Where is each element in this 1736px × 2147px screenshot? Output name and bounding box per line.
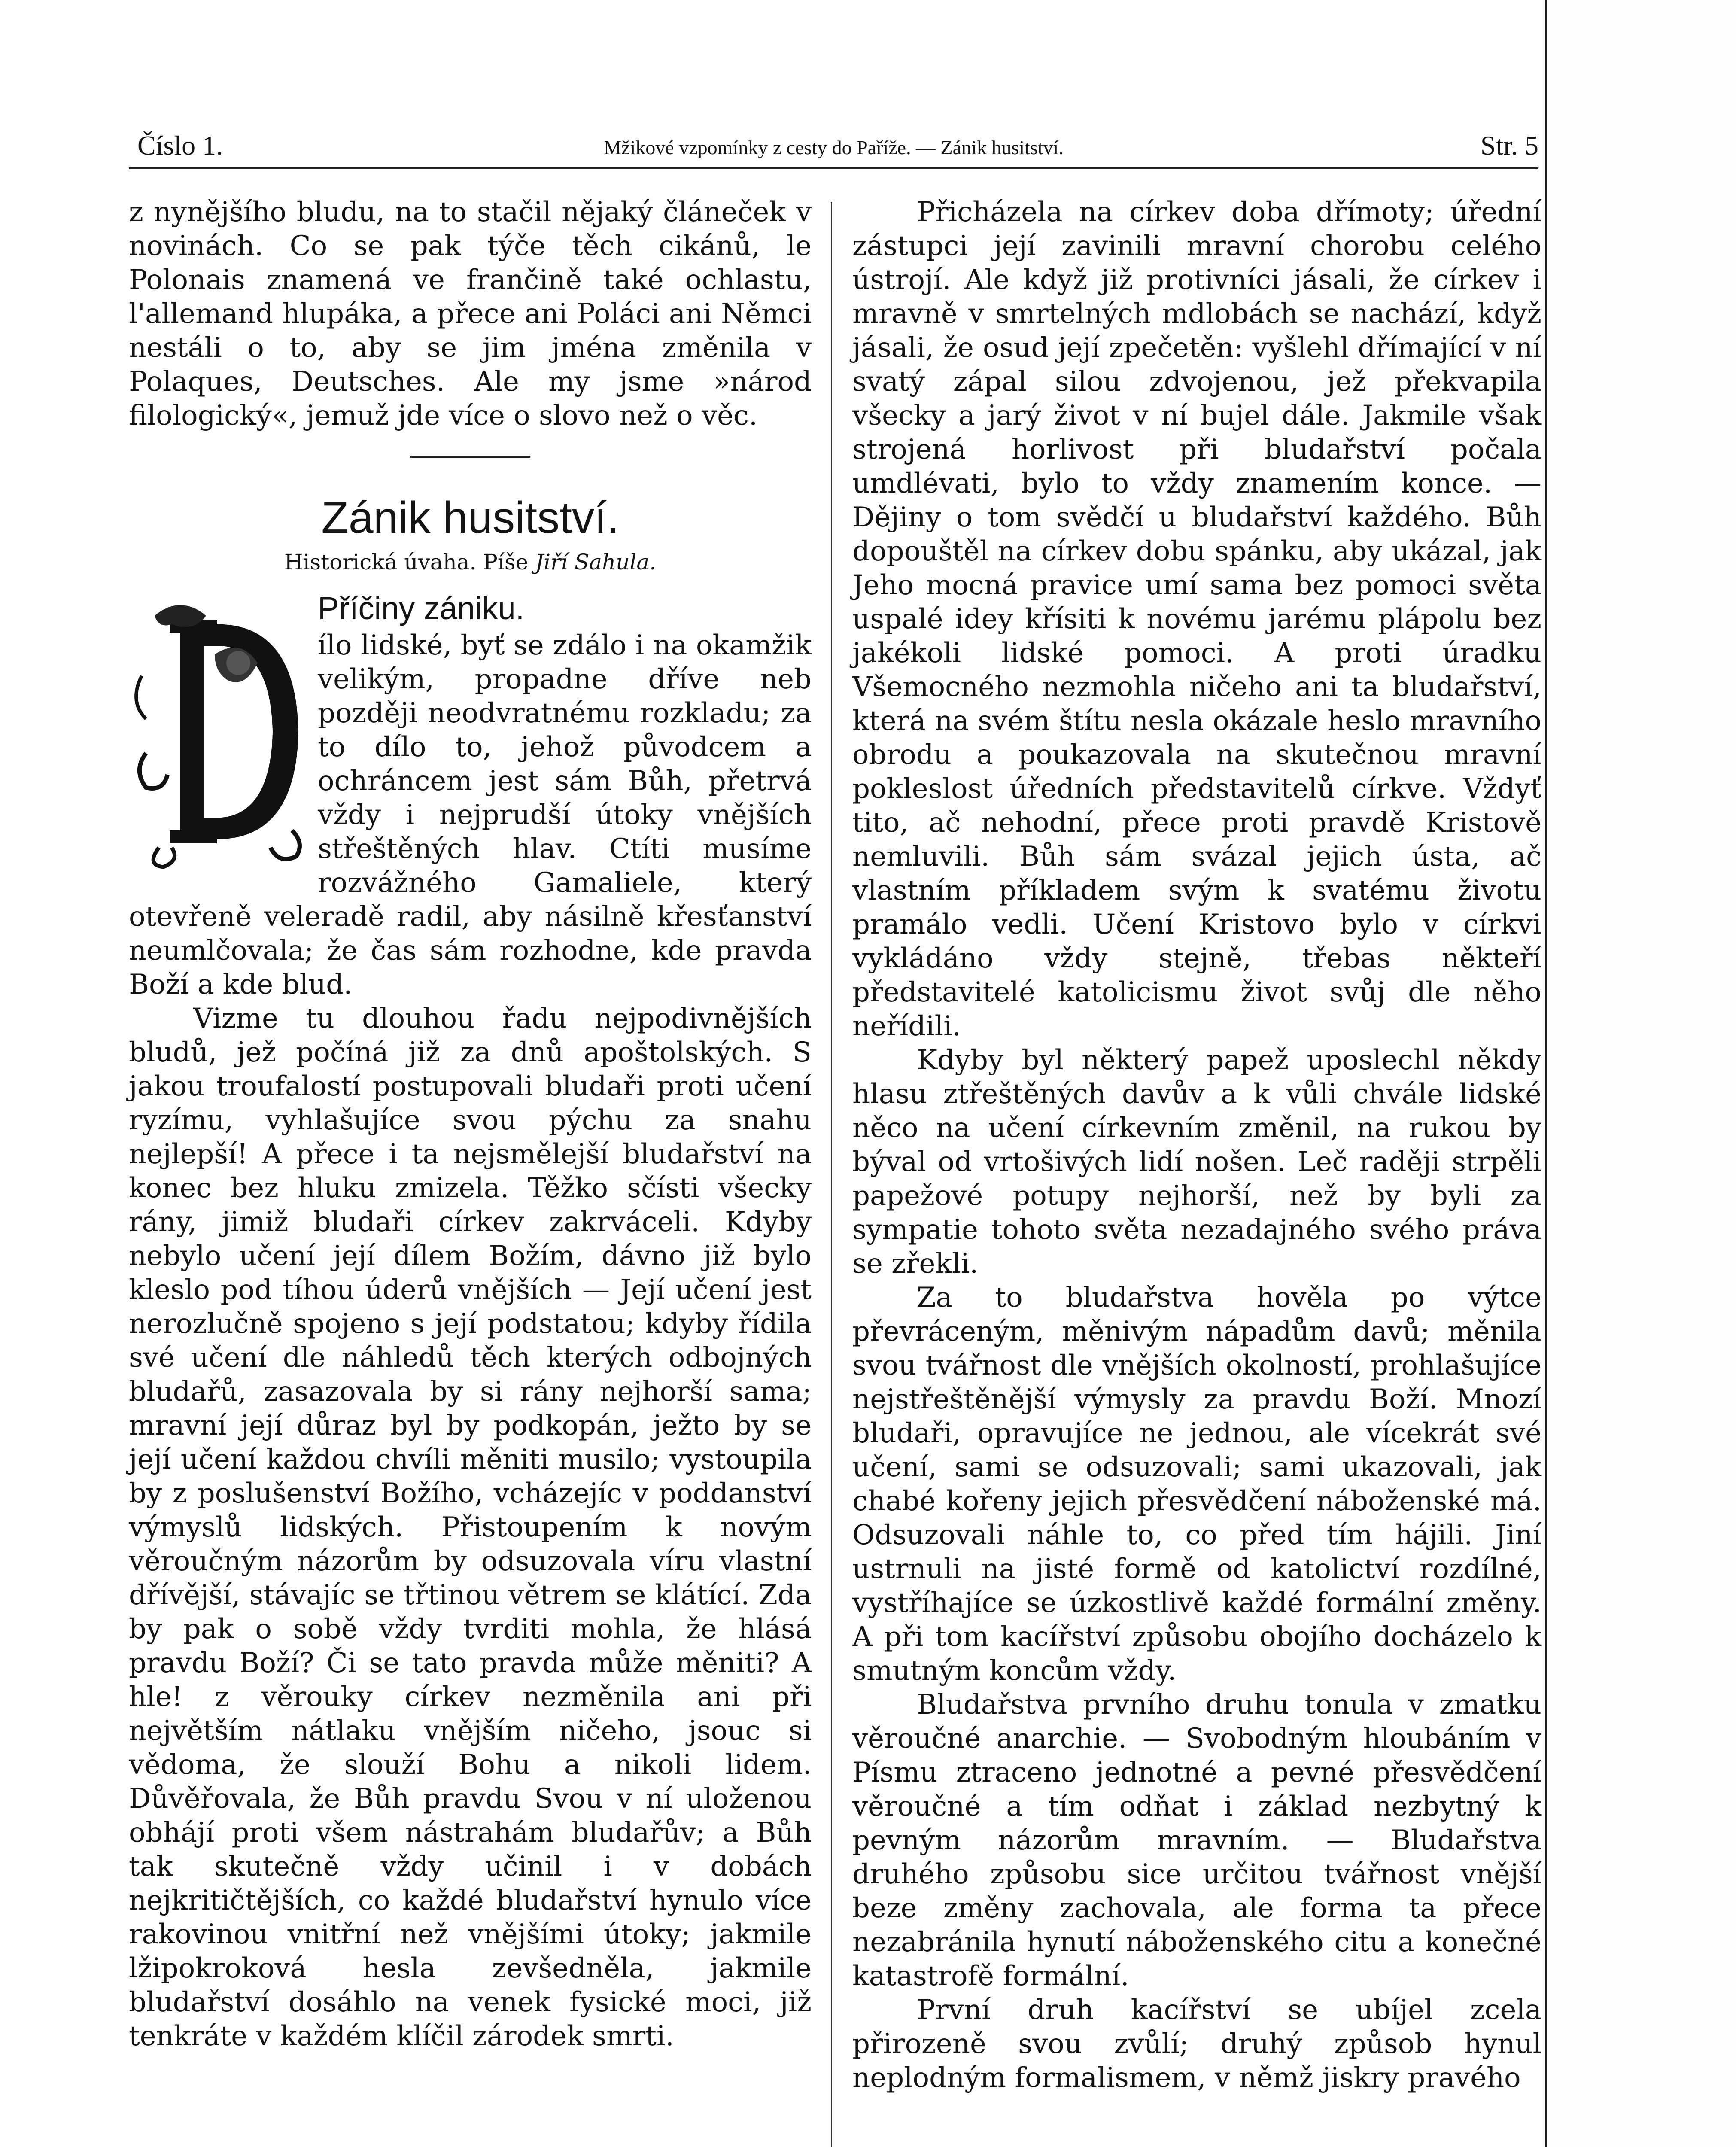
left-column (129, 195, 812, 2053)
paragraph-3: Přicházela na církev doba dřímoty; úřední zástupci její zavinili mravní chorobu celého ústrojí. Ale když již protivníci jásali, že církev i mravně v smrtelných mdlobách se nachází, když jásali, že osud její zpečetěn: vyšlehl dřímající v ní svatý zápal silou zdvojenou, jež překvapila všecky a jarý život v ní bujel dále. Jakmile však strojená horlivost při bludařství počala umdlévati, bylo to vždy znamením konce. — Dějiny o tom svědčí u bludařství každého. Bůh dopouštěl na církev dobu spánku, aby ukázal, jak Jeho mocná pravice umí sama bez pomoci světa uspalé idey křísiti k novému jarému plápolu bez jakékoli lidské pomoci. A proti úradku Všemocného nezmohla ničeho ani ta bludařství, která na svém štítu nesla okázale heslo mravního obrodu a poukazovala na skutečnou mravní pokleslost úředních představitelů církve. Vždyť tito, ač nehodní, přece proti pravdě Kristově nemluvili. Bůh sám svázal jejich ústa, ač vlastním příkladem svým k svatému životu pramálo vedli. Učení Kristovo bylo v církvi vykládáno vždy stejně, třebas někteří představitelé katolicismu život svůj dle něho neřídili. (852, 196, 1541, 1042)
article-title: Zánik husitství. (321, 493, 619, 543)
running-header (129, 116, 1538, 169)
author-name: Jiří Sahula. (535, 550, 657, 575)
binding-margin (1547, 0, 1736, 2147)
byline-prefix: Historická úvaha. Píše (284, 550, 529, 575)
paragraph-4: Kdyby byl některý papež uposlechl někdy hlasu ztřeštěných davův a k vůli chvále lidské něco na učení církevním změnil, na rukou by býval od vrtošivých lidí nošen. Leč raději strpěli papežové potupy nejhorší, než by byli za sympatie tohoto světa nezadajného svého práva se zřekli. (852, 1044, 1541, 1280)
page-number: Str. 5 (1480, 130, 1538, 161)
paragraph-1: ílo lidské, byť se zdálo i na okamžik velikým, propadne dříve neb později neodvratnému rozkladu; za to dílo to, jehož původcem a ochráncem jest sám Bůh, přetrvá vždy i nejprudší útoky vnějších střeštěných hlav. Ctíti musíme rozvážného Gamaliele, který otevřeně veleradě radil, aby násilně křesťanství neumlčovala; že čas sám rozhodne, kde pravda Boží a kde blud. (129, 630, 812, 1001)
page-edge-line (1545, 0, 1547, 2147)
section-rule (410, 456, 530, 458)
column-divider (831, 202, 832, 2147)
running-title: Mžikové vzpomínky z cesty do Paříže. — Zánik husitství. (604, 137, 1064, 158)
issue-number: Číslo 1. (137, 130, 223, 161)
byline (129, 547, 812, 577)
ornamental-initial (129, 590, 309, 869)
paragraph-2: Vizme tu dlouhou řadu nejpodivnějších bludů, jež počíná již za dnů apoštolských. S jakou troufalostí postupovali bludaři proti učení ryzímu, vyhlašujíce svou pýchu za snahu nejlepší! A přece i ta nejsmělejší bludařství na konec bez hluku zmizela. Těžko sčísti všecky rány, jimiž bludaři církev zakrváceli. Kdyby nebylo učení její dílem Božím, dávno již bylo kleslo pod tíhou úderů vnějších — Její učení jest nerozlučně spojeno s její podstatou; kdyby řídila své učení dle náhledů těch kterých odbojných bludařů, zasazovala by si rány nejhorší sama; mravní její důraz byl by podkopán, ježto by se její učení každou chvíli měniti musilo; vystoupila by z poslušenství Božího, vcházejíc v poddanství výmyslů lidských. Přistoupením k novým věroučným názorům by odsuzovala víru vlastní dřívější, stávajíc se třtinou větrem se klátící. Zda by pak o sobě vždy tvrditi mohla, že hlásá pravdu Boží? Či se tato pravda může měniti? A hle! z věrouky církev nezměnila ani při největším nátlaku vnějším ničeho, jsouc si vědoma, že slouží Bohu a nikoli lidem. Důvěřovala, že Bůh pravdu Svou v ní uloženou obhájí proti všem nástrahám bludařův; a Bůh tak skutečně vždy učinil i v dobách nejkritičtějších, co každé bludařství hynulo více rakovinou vnitřní než vnějšími útoky; jakmile lžipokroková hesla zevšedněla, jakmile bludařství dosáhlo na venek fysické moci, již tenkráte v každém klíčil zárodek smrti. (129, 1003, 812, 2052)
paragraph-6: Bludařstva prvního druhu tonula v zmatku věroučné anarchie. — Svobodným hloubáním v Písmu ztraceno jednotné a pevné přesvědčení věroučné a tím odňat i základ nezbytný k pevným názorům mravním. — Bludařstva druhého způsobu sice určitou tvářnost vnější beze změny zachovala, ale forma ta přece nezabránila hynutí náboženského citu a konečné katastrofě formální. (852, 1689, 1541, 1992)
paragraph-7: První druh kacířství se ubíjel zcela přirozeně svou zvůlí; druhý způsob hynul neplodným formalismem, v němž jiskry pravého (852, 1994, 1541, 2094)
right-column (852, 195, 1541, 2095)
paragraph-5: Za to bludařstva hověla po výtce převráceným, měnivým nápadům davů; měnila svou tvářnost dle vnějších okolností, prohlašujíce nejstřeštěnější výmysly za pravdu Boží. Mnozí bludaři, opravujíce ne jednou, ale vícekrát své učení, sami se odsuzovali; sami ukazovali, jak chabé kořeny jejich přesvědčení náboženské má. Odsuzovali náhle to, co před tím hájili. Jiní ustrnuli na jisté formě od katolictví rozdílné, vystříhajíce se úzkostlivě každé formální změny. A při tom kacířství způsobu obojího docházelo k smutným koncům vždy. (852, 1282, 1541, 1687)
ornate-d-icon (129, 590, 309, 869)
section-subheading: Příčiny zániku. (318, 590, 525, 626)
intro-paragraph: z nynějšího bludu, na to stačil nějaký článeček v novinách. Co se pak týče těch cikánů, le Polonais znamená ve frančině také ochlastu, l'allemand hlupáka, a přece ani Poláci ani Němci nestáli o to, aby se jim jména změnila v Polaques, Deutsches. Ale my jsme »národ filologický«, jemuž jde více o slovo než o věc. (129, 196, 812, 432)
